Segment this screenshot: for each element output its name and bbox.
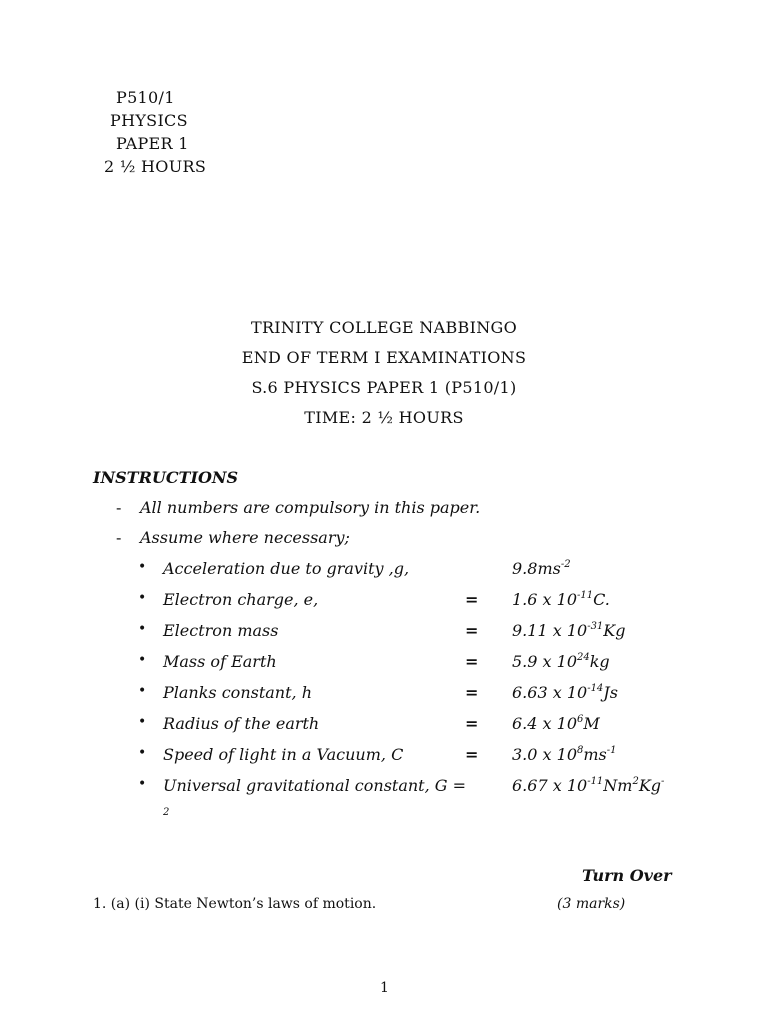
constant-label: Acceleration due to gravity ,g, [163, 559, 410, 578]
constant-label: Electron mass [163, 621, 279, 640]
constant-label: Electron charge, e, [163, 590, 319, 609]
bullet-icon: • [138, 683, 147, 699]
bullet-icon: • [138, 776, 147, 792]
constant-label: Speed of light in a Vacuum, C [163, 745, 404, 764]
constant-row-earth-mass [0, 652, 768, 676]
equals-sign: = [465, 652, 479, 671]
constant-value: 1.6 x $10^{-11}C$. [512, 590, 610, 609]
bullet-icon: • [138, 590, 147, 606]
page-number: 1 [380, 980, 389, 996]
school-name: TRINITY COLLEGE NABBINGO [250, 318, 517, 337]
exam-time: TIME: 2 ½ HOURS [304, 408, 464, 427]
constant-value: 5.9 x $10^{24}kg$ [512, 652, 610, 671]
turn-over-note: Turn Over [582, 866, 672, 885]
constant-row-electron-mass [0, 621, 768, 645]
constant-label: Mass of Earth [163, 652, 277, 671]
constant-row-electron-charge [0, 590, 768, 614]
constant-value: 3.0 x $10^8ms^{-1}$ [512, 745, 617, 764]
instructions-title: INSTRUCTIONS [93, 468, 239, 487]
question-1-marks: (3 marks) [557, 896, 626, 912]
paper-duration: 2 ½ HOURS [104, 157, 207, 176]
constant-label: Planks constant, h [163, 683, 313, 702]
bullet-icon: • [138, 559, 147, 575]
bullet-icon: • [138, 714, 147, 730]
constant-row-gravity [0, 559, 768, 583]
constant-value: 6.4 x $10^6M$ [512, 714, 600, 733]
paper-title: S.6 PHYSICS PAPER 1 (P510/1) [251, 378, 517, 397]
paper-number: PAPER 1 [116, 134, 189, 153]
equals-sign: = [465, 745, 479, 764]
constant-value: $9.8ms^{-2}$ [512, 559, 571, 578]
subject-name: PHYSICS [110, 111, 188, 130]
constant-value: 9.11 x $10^{-31}Kg$ [512, 621, 626, 640]
equals-sign: = [465, 590, 479, 609]
constant-value: 6.67 x $10^{-11}Nm^2Kg^-$ [512, 776, 665, 795]
constant-value: 6.63 x $10^{-14}Js$ [512, 683, 618, 702]
bullet-icon: • [138, 745, 147, 761]
constant-label: Radius of the earth [163, 714, 320, 733]
equals-sign: = [465, 683, 479, 702]
constant-row-speed-of-light [0, 745, 768, 769]
constant-row-earth-radius [0, 714, 768, 738]
bullet-icon: • [138, 652, 147, 668]
course-code: P510/1 [116, 88, 175, 107]
constant-row-planck [0, 683, 768, 707]
equals-sign: = [465, 714, 479, 733]
wrapped-exponent: 2 [163, 807, 170, 818]
question-1-text: 1. (a) (i) State Newton’s laws of motion. [93, 896, 377, 912]
instruction-text: Assume where necessary; [140, 528, 350, 547]
dash-marker: - [116, 528, 122, 547]
dash-marker: - [116, 498, 122, 517]
constant-label: Universal gravitational constant, G = [163, 776, 467, 795]
bullet-icon: • [138, 621, 147, 637]
exam-name: END OF TERM I EXAMINATIONS [241, 348, 527, 367]
constant-row-gravitational-constant [0, 776, 768, 800]
equals-sign: = [465, 621, 479, 640]
instruction-text: All numbers are compulsory in this paper. [140, 498, 481, 517]
